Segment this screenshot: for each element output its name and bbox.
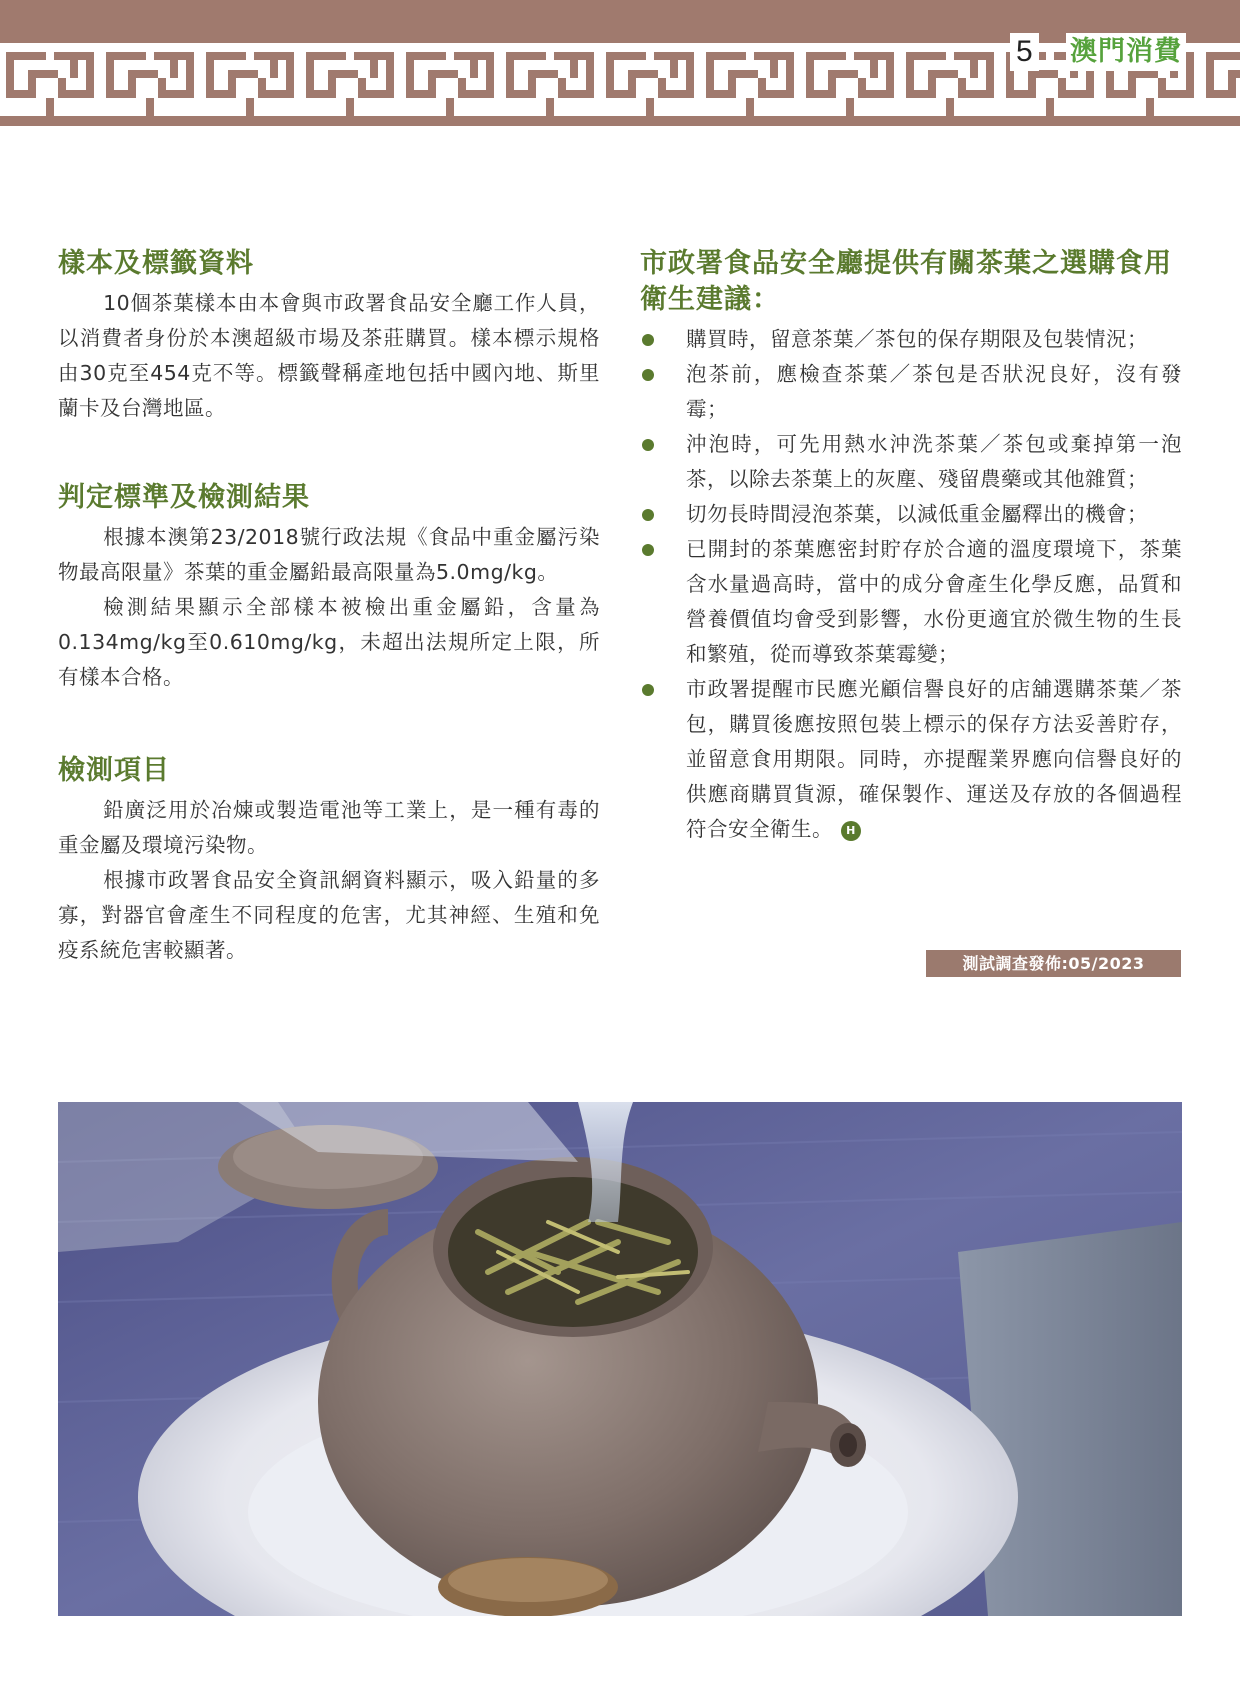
standards-paragraph-2: 檢測結果顯示全部樣本被檢出重金屬鉛，含量為0.134mg/kg至0.610mg/kg，未超出法規所定上限，所有樣本合格。 [58, 595, 600, 689]
right-column [640, 246, 1182, 847]
page-number: 5 [1010, 33, 1039, 71]
left-column [58, 246, 600, 968]
list-item [640, 532, 1182, 672]
bullet-dot-icon [642, 684, 654, 696]
list-item [640, 322, 1182, 357]
list-item [640, 672, 1182, 847]
standards-heading: 判定標準及檢測結果 [58, 482, 310, 513]
advice-heading: 市政署食品安全廳提供有關茶葉之選購食用衛生建議： [640, 248, 1172, 315]
end-mark-icon: H [841, 821, 861, 841]
list-item-text: 市政署提醒市民應光顧信譽良好的店舖選購茶葉／茶包，購買後應按照包裝上標示的保存方法妥善貯存，並留意食用期限。同時，亦提醒業界應向信譽良好的供應商購買貨源，確保製作、運送及存放的各個過程符合安全衛生。 [686, 677, 1182, 841]
bullet-dot-icon [642, 334, 654, 346]
standards-paragraph-1: 根據本澳第23/2018號行政法規《食品中重金屬污染物最高限量》茶葉的重金屬鉛最高限量為5.0mg/kg。 [58, 525, 600, 584]
standards-section [58, 480, 600, 695]
list-item-text: 購買時，留意茶葉／茶包的保存期限及包裝情況； [686, 327, 1148, 351]
bullet-dot-icon [642, 509, 654, 521]
bullet-dot-icon [642, 369, 654, 381]
samples-paragraph: 10個茶葉樣本由本會與市政署食品安全廳工作人員，以消費者身份於本澳超級市場及茶莊購買。樣本標示規格由30克至454克不等。標籤聲稱產地包括中國內地、斯里蘭卡及台灣地區。 [58, 291, 600, 420]
lattice-border-decoration [0, 34, 1240, 126]
list-item-text: 已開封的茶葉應密封貯存於合適的溫度環境下，茶葉含水量過高時，當中的成分會產生化學反應，品質和營養價值均會受到影響，水份更適宜於微生物的生長和繁殖，從而導致茶葉霉變； [686, 537, 1182, 666]
bullet-dot-icon [642, 439, 654, 451]
header-top-bar [0, 0, 1240, 34]
test-items-section [58, 753, 600, 968]
list-item [640, 497, 1182, 532]
list-item-text: 泡茶前，應檢查茶葉／茶包是否狀況良好，沒有發霉； [686, 362, 1182, 421]
brand-logo: 澳門消費 [1066, 33, 1186, 71]
bullet-dot-icon [642, 544, 654, 556]
samples-section [58, 246, 600, 426]
release-date-badge: 測試調查發佈:05/2023 [926, 950, 1181, 977]
list-item [640, 427, 1182, 497]
teapot-illustration [58, 1102, 1182, 1616]
page-header [0, 0, 1240, 126]
samples-heading: 樣本及標籤資料 [58, 248, 254, 279]
advice-list [640, 322, 1182, 847]
advice-section [640, 246, 1182, 847]
list-item [640, 357, 1182, 427]
teapot-photo [58, 1102, 1182, 1616]
list-item-text: 切勿長時間浸泡茶葉，以減低重金屬釋出的機會； [686, 502, 1148, 526]
list-item-text: 沖泡時，可先用熱水沖洗茶葉／茶包或棄掉第一泡茶，以除去茶葉上的灰塵、殘留農藥或其他雜質； [686, 432, 1182, 491]
test-items-paragraph-2: 根據市政署食品安全資訊網資料顯示，吸入鉛量的多寡，對器官會產生不同程度的危害，尤其神經、生殖和免疫系統危害較顯著。 [58, 868, 600, 962]
test-items-heading: 檢測項目 [58, 755, 170, 786]
test-items-paragraph-1: 鉛廣泛用於冶煉或製造電池等工業上，是一種有毒的重金屬及環境污染物。 [58, 798, 600, 857]
